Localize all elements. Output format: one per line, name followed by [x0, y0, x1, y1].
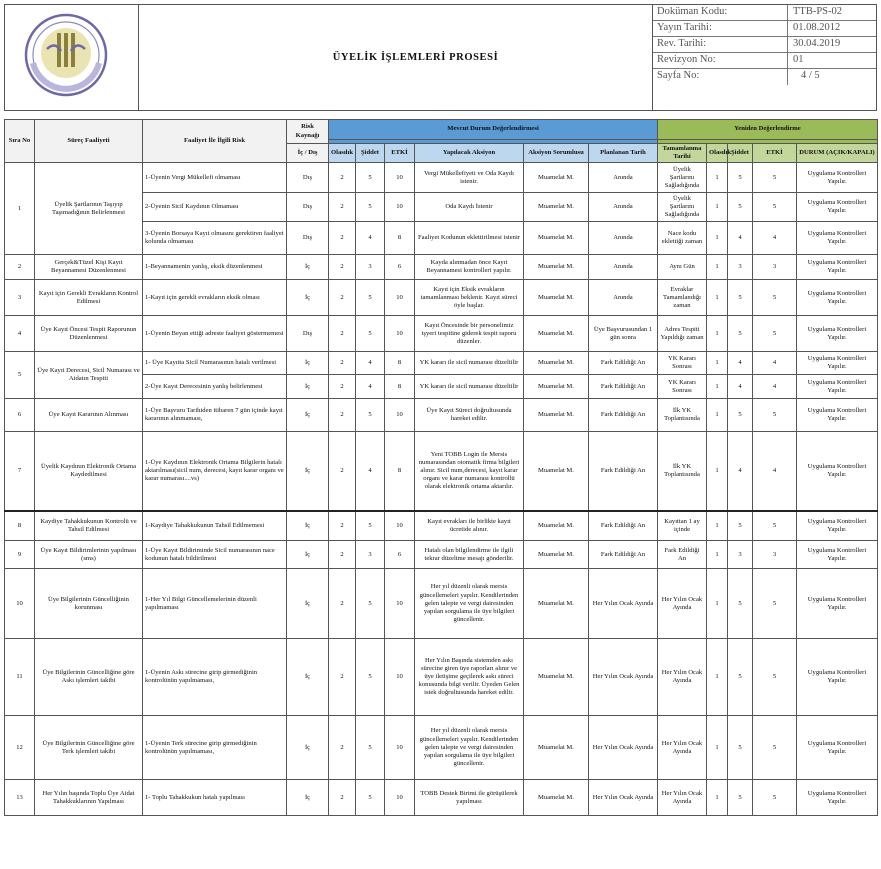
col-ic-dis: İç / Dış	[287, 144, 329, 163]
olasilik-2-value: 1	[707, 716, 728, 780]
status-text: Uygulama Kontrolleri Yapılır.	[797, 639, 878, 716]
risk-source: İç	[287, 511, 329, 541]
siddet-2-value: 5	[728, 780, 753, 816]
siddet-value: 5	[356, 316, 385, 352]
siddet-value: 3	[356, 255, 385, 280]
completion-text: İlk YK Toplantısında	[658, 399, 707, 432]
olasilik-2-value: 1	[707, 316, 728, 352]
action-text: YK kararı ile sicil numarası düzeltilir	[415, 352, 524, 375]
risk-text: 2-Üye Kayıt Derecesinin yanlış belirlenmesi	[143, 375, 287, 399]
action-text: Kayda alınmadan önce Kayıt Beyannamesi kontrolleri yapılır.	[415, 255, 524, 280]
completion-text: Her Yılın Ocak Ayında	[658, 716, 707, 780]
planned-date-text: Fark Edildiği An	[589, 352, 658, 375]
col-siddet: Şiddet	[356, 144, 385, 163]
status-text: Uygulama Kontrolleri Yapılır.	[797, 511, 878, 541]
planned-date-text: Fark Edildiği An	[589, 432, 658, 511]
risk-source: İç	[287, 569, 329, 639]
meta-label: Sayfa No:	[657, 70, 700, 81]
etki-2-value: 4	[753, 352, 797, 375]
olasilik-value: 2	[329, 193, 356, 222]
siddet-2-value: 5	[728, 193, 753, 222]
siddet-value: 5	[356, 280, 385, 316]
action-text: Kayıt Öncesinde bir personelimiz işyeri tespitine giderek tespit raporu düzenler.	[415, 316, 524, 352]
siddet-value: 3	[356, 541, 385, 569]
etki-value: 6	[385, 541, 415, 569]
meta-value: TTB-PS-02	[793, 6, 843, 17]
etki-2-value: 5	[753, 716, 797, 780]
olasilik-2-value: 1	[707, 255, 728, 280]
group-yeniden: Yeniden Değerlendirme	[658, 120, 878, 140]
siddet-value: 5	[356, 569, 385, 639]
completion-text: Evraklar Tamamlandığı zaman	[658, 280, 707, 316]
completion-text: YK Kararı Sonrası	[658, 375, 707, 399]
col-faaliyet: Faaliyet İle İlgili Risk	[143, 120, 287, 163]
olasilik-2-value: 1	[707, 352, 728, 375]
etki-value: 10	[385, 193, 415, 222]
action-text: Oda Kaydı İstenir	[415, 193, 524, 222]
etki-value: 8	[385, 432, 415, 511]
siddet-2-value: 4	[728, 375, 753, 399]
olasilik-value: 2	[329, 541, 356, 569]
col-plan: Planlanan Tarih	[589, 144, 658, 163]
risk-source: İç	[287, 255, 329, 280]
planned-date-text: Her Yılın Ocak Ayında	[589, 780, 658, 816]
olasilik-value: 2	[329, 639, 356, 716]
document-meta	[653, 5, 876, 110]
col-tamamlanma: Tamamlanma Tarihi	[658, 144, 707, 163]
action-text: YK kararı ile sicil numarası düzeltilir	[415, 375, 524, 399]
olasilik-2-value: 1	[707, 432, 728, 511]
table-row	[5, 316, 878, 352]
olasilik-2-value: 1	[707, 280, 728, 316]
completion-text: Her Yılın Ocak Ayında	[658, 639, 707, 716]
etki-2-value: 5	[753, 316, 797, 352]
etki-2-value: 4	[753, 375, 797, 399]
risk-text: 1-Üyenin Terk sürecine girip girmediğinin kontrolünün yapılmaması,	[143, 716, 287, 780]
row-number: 2	[5, 255, 35, 280]
risk-text: 1-Kaydiye Tahakkukunun Tahsil Edilmemesi	[143, 511, 287, 541]
process-activity: Kaydiye Tahakkukunun Kontrolü ve Tahsil Edilmesi	[35, 511, 143, 541]
etki-2-value: 5	[753, 399, 797, 432]
process-activity: Üyelik Şartlarının Taşıyıp Taşımadığının Belirlenmesi	[35, 163, 143, 255]
etki-value: 8	[385, 375, 415, 399]
olasilik-2-value: 1	[707, 193, 728, 222]
row-number: 9	[5, 541, 35, 569]
olasilik-value: 2	[329, 255, 356, 280]
siddet-2-value: 5	[728, 399, 753, 432]
status-text: Uygulama Kontrolleri Yapılır.	[797, 316, 878, 352]
planned-date-text: Fark Edildiği An	[589, 375, 658, 399]
olasilik-2-value: 1	[707, 639, 728, 716]
olasilik-value: 2	[329, 511, 356, 541]
etki-value: 10	[385, 511, 415, 541]
meta-row	[653, 37, 876, 53]
completion-text: İlk YK Toplantısında	[658, 432, 707, 511]
row-number: 11	[5, 639, 35, 716]
meta-label: Rev. Tarihi:	[657, 38, 707, 49]
row-number: 4	[5, 316, 35, 352]
status-text: Uygulama Kontrolleri Yapılır.	[797, 399, 878, 432]
siddet-value: 5	[356, 639, 385, 716]
completion-text: Üyelik Şartlarını Sağladığında	[658, 163, 707, 193]
responsible-text: Muamelat M.	[524, 375, 589, 399]
table-row	[5, 163, 878, 193]
risk-source: Dış	[287, 222, 329, 255]
risk-table	[4, 119, 878, 816]
olasilik-2-value: 1	[707, 511, 728, 541]
status-text: Uygulama Kontrolleri Yapılır.	[797, 541, 878, 569]
planned-date-text: Anında	[589, 280, 658, 316]
olasilik-2-value: 1	[707, 780, 728, 816]
row-number: 12	[5, 716, 35, 780]
risk-source: İç	[287, 399, 329, 432]
status-text: Uygulama Kontrolleri Yapılır.	[797, 432, 878, 511]
table-row	[5, 352, 878, 375]
siddet-value: 4	[356, 375, 385, 399]
meta-value: 01	[793, 54, 804, 65]
status-text: Uygulama Kontrolleri Yapılır.	[797, 716, 878, 780]
process-activity: Üye Kayıt Derecesi, Sicil Numarası ve Aidatın Tespiti	[35, 352, 143, 399]
document-header	[4, 4, 877, 111]
responsible-text: Muamelat M.	[524, 541, 589, 569]
risk-text: 1-Üyenin Askı sürecine girip girmediğinin kontrolünün yapılmaması,	[143, 639, 287, 716]
status-text: Uygulama Kontrolleri Yapılır.	[797, 280, 878, 316]
etki-value: 10	[385, 569, 415, 639]
etki-2-value: 5	[753, 511, 797, 541]
status-text: Uygulama Kontrolleri Yapılır.	[797, 163, 878, 193]
olasilik-2-value: 1	[707, 541, 728, 569]
risk-text: 1-Üye Kayıt Bildiriminde Sicil numarasının nace kodunun hatalı bildirilmesi	[143, 541, 287, 569]
siddet-2-value: 5	[728, 280, 753, 316]
risk-text: 1-Beyannamenin yanlış, eksik düzenlenmesi	[143, 255, 287, 280]
etki-value: 10	[385, 163, 415, 193]
etki-2-value: 5	[753, 280, 797, 316]
olasilik-2-value: 1	[707, 375, 728, 399]
completion-text: Nace kodu eklettiği zaman	[658, 222, 707, 255]
olasilik-2-value: 1	[707, 163, 728, 193]
process-activity: Üye Kayıt Kararının Alınması	[35, 399, 143, 432]
olasilik-2-value: 1	[707, 569, 728, 639]
completion-text: Aynı Gün	[658, 255, 707, 280]
etki-value: 10	[385, 780, 415, 816]
status-text: Uygulama Kontrolleri Yapılır.	[797, 193, 878, 222]
etki-value: 8	[385, 352, 415, 375]
siddet-2-value: 5	[728, 163, 753, 193]
action-text: Kayıt evrakları ile birlikte kayıt ücretide alınır.	[415, 511, 524, 541]
olasilik-value: 2	[329, 432, 356, 511]
row-number: 3	[5, 280, 35, 316]
meta-label: Doküman Kodu:	[657, 6, 728, 17]
meta-value: 4 / 5	[801, 70, 820, 81]
completion-text: Adres Tespiti Yapıldığı zaman	[658, 316, 707, 352]
etki-2-value: 5	[753, 163, 797, 193]
siddet-2-value: 5	[728, 511, 753, 541]
etki-2-value: 3	[753, 255, 797, 280]
siddet-value: 5	[356, 780, 385, 816]
olasilik-value: 2	[329, 716, 356, 780]
olasilik-value: 2	[329, 163, 356, 193]
row-number: 6	[5, 399, 35, 432]
risk-text: 1- Üye Kayıtta Sicil Numarasının hatalı verilmesi	[143, 352, 287, 375]
responsible-text: Muamelat M.	[524, 222, 589, 255]
process-activity: Üyelik Kaydının Elektronik Ortama Kaydedilmesi	[35, 432, 143, 511]
col-sorumlu: Aksiyon Sorumlusu	[524, 144, 589, 163]
meta-row	[653, 5, 876, 21]
status-text: Uygulama Kontrolleri Yapılır.	[797, 569, 878, 639]
table-row	[5, 569, 878, 639]
risk-source: İç	[287, 639, 329, 716]
col-risk-kaynagi: Risk Kaynağı	[287, 120, 329, 144]
siddet-value: 5	[356, 511, 385, 541]
completion-text: Her Yılın Ocak Ayında	[658, 780, 707, 816]
action-text: Her yıl düzenli olarak mersis güncellemeleri yapılır. Kendilerinden gelen talepte ve vergi dairesinden yapılan sorgulama ile üye bilgileri güncellenir.	[415, 569, 524, 639]
risk-source: Dış	[287, 316, 329, 352]
action-text: Her yıl düzenli olarak mersis güncellemeleri yapılır. Kendilerinden gelen talepte ve vergi dairesinden yapılan sorgulama ile üye bilgileri güncellenir.	[415, 716, 524, 780]
col-aksiyon: Yapılacak Aksiyon	[415, 144, 524, 163]
table-row	[5, 639, 878, 716]
risk-text: 1-Kayıt için gerekli evrakların eksik olması	[143, 280, 287, 316]
process-activity: Üye Kayıt Öncesi Tespit Raporunun Düzenlenmesi	[35, 316, 143, 352]
responsible-text: Muamelat M.	[524, 780, 589, 816]
siddet-value: 5	[356, 399, 385, 432]
siddet-value: 4	[356, 222, 385, 255]
etki-2-value: 4	[753, 222, 797, 255]
process-activity: Üye Bilgilerinin Güncelliğine göre Terk işlemleri takibi	[35, 716, 143, 780]
meta-value: 30.04.2019	[793, 38, 841, 49]
planned-date-text: Her Yılın Ocak Ayında	[589, 639, 658, 716]
meta-row	[653, 21, 876, 37]
risk-text: 2-Üyenin Sicil Kaydının Olmaması	[143, 193, 287, 222]
completion-text: YK Kararı Sonrası	[658, 352, 707, 375]
status-text: Uygulama Kontrolleri Yapılır.	[797, 222, 878, 255]
olasilik-value: 2	[329, 352, 356, 375]
table-row	[5, 280, 878, 316]
etki-value: 8	[385, 222, 415, 255]
risk-table-body	[5, 163, 878, 816]
etki-value: 10	[385, 316, 415, 352]
risk-source: İç	[287, 280, 329, 316]
completion-text: Her Yılın Ocak Ayında	[658, 569, 707, 639]
row-number: 10	[5, 569, 35, 639]
table-row	[5, 399, 878, 432]
action-text: Faaliyet Kodunun eklettirilmesi istenir	[415, 222, 524, 255]
planned-date-text: Anında	[589, 193, 658, 222]
risk-source: İç	[287, 432, 329, 511]
completion-text: Kayıttan 1 ay içinde	[658, 511, 707, 541]
planned-date-text: Her Yılın Ocak Ayında	[589, 569, 658, 639]
siddet-2-value: 4	[728, 352, 753, 375]
risk-source: İç	[287, 780, 329, 816]
olasilik-value: 2	[329, 399, 356, 432]
process-activity: Üye Kayıt Bildirimlerinin yapılması (sms)	[35, 541, 143, 569]
siddet-value: 4	[356, 352, 385, 375]
responsible-text: Muamelat M.	[524, 639, 589, 716]
risk-source: İç	[287, 541, 329, 569]
meta-row	[653, 69, 876, 85]
etki-2-value: 5	[753, 569, 797, 639]
planned-date-text: Anında	[589, 222, 658, 255]
col-surec: Süreç Faaliyeti	[35, 120, 143, 163]
status-text: Uygulama Kontrolleri Yapılır.	[797, 255, 878, 280]
col-etki: ETKİ	[385, 144, 415, 163]
responsible-text: Muamelat M.	[524, 280, 589, 316]
planned-date-text: Üye Başvurusundan 1 gün sonra	[589, 316, 658, 352]
olasilik-value: 2	[329, 780, 356, 816]
olasilik-value: 2	[329, 316, 356, 352]
etki-value: 6	[385, 255, 415, 280]
planned-date-text: Anında	[589, 163, 658, 193]
borsa-logo	[5, 5, 139, 110]
siddet-2-value: 3	[728, 541, 753, 569]
responsible-text: Muamelat M.	[524, 569, 589, 639]
col-olasilik-2: Olasılık	[707, 144, 728, 163]
col-sira: Sıra No	[5, 120, 35, 163]
meta-label: Yayın Tarihi:	[657, 22, 712, 33]
document-title: ÜYELİK İŞLEMLERİ PROSESİ	[139, 5, 653, 110]
risk-source: Dış	[287, 163, 329, 193]
action-text: TOBB Destek Birimi ile görüşülerek yapılması	[415, 780, 524, 816]
etki-2-value: 5	[753, 639, 797, 716]
olasilik-value: 2	[329, 280, 356, 316]
risk-text: 1- Toplu Tahakkukun hatalı yapılması	[143, 780, 287, 816]
action-text: Hatalı olan bilgilendirme ile ilgili tekrar düzeltme mesajı gönderilir.	[415, 541, 524, 569]
group-mevcut: Mevcut Durum Değerlendirmesi	[329, 120, 658, 140]
col-durum: DURUM (AÇIK/KAPALI)	[797, 144, 878, 163]
responsible-text: Muamelat M.	[524, 352, 589, 375]
process-activity: Her Yılın başında Toplu Üye Aidat Tahakkuklarının Yapılması	[35, 780, 143, 816]
row-number: 7	[5, 432, 35, 511]
etki-2-value: 5	[753, 193, 797, 222]
status-text: Uygulama Kontrolleri Yapılır.	[797, 375, 878, 399]
etki-value: 10	[385, 399, 415, 432]
risk-text: 3-Üyenin Borsaya Kayıt olmasını gerektiren faaliyet kolunda olmaması	[143, 222, 287, 255]
etki-2-value: 5	[753, 780, 797, 816]
etki-value: 10	[385, 639, 415, 716]
col-siddet-2: Şiddet	[728, 144, 753, 163]
siddet-2-value: 5	[728, 639, 753, 716]
siddet-2-value: 4	[728, 222, 753, 255]
col-etki-2: ETKİ	[753, 144, 797, 163]
risk-text: 1-Üyenin Beyan ettiği adreste faaliyet göstermemesi	[143, 316, 287, 352]
responsible-text: Muamelat M.	[524, 716, 589, 780]
table-row	[5, 716, 878, 780]
col-olasilik: Olasılık	[329, 144, 356, 163]
risk-source: Dış	[287, 193, 329, 222]
siddet-2-value: 3	[728, 255, 753, 280]
row-number: 8	[5, 511, 35, 541]
status-text: Uygulama Kontrolleri Yapılır.	[797, 780, 878, 816]
olasilik-2-value: 1	[707, 399, 728, 432]
siddet-value: 4	[356, 432, 385, 511]
table-row	[5, 432, 878, 511]
meta-label: Revizyon No:	[657, 54, 716, 65]
risk-text: 1-Üye Başvuru Tarihiden itibaren 7 gün içinde kayıt kararının alınmaması,	[143, 399, 287, 432]
planned-date-text: Anında	[589, 255, 658, 280]
risk-text: 1-Üye Kaydının Elektronik Ortama Bilgilerin hatalı aktarılması(sicil num, derecesi, kayıt karar organı ve karar numarası....vs)	[143, 432, 287, 511]
responsible-text: Muamelat M.	[524, 193, 589, 222]
responsible-text: Muamelat M.	[524, 255, 589, 280]
olasilik-value: 2	[329, 375, 356, 399]
risk-source: İç	[287, 375, 329, 399]
row-number: 5	[5, 352, 35, 399]
etki-2-value: 3	[753, 541, 797, 569]
risk-text: 1-Her Yıl Bilgi Güncellemelerinin düzenli yapılmaması	[143, 569, 287, 639]
meta-value: 01.08.2012	[793, 22, 841, 33]
etki-value: 10	[385, 280, 415, 316]
responsible-text: Muamelat M.	[524, 163, 589, 193]
completion-text: Fark Edildiği An	[658, 541, 707, 569]
process-activity: Üye Bilgilerinin Güncelliğinin korunması	[35, 569, 143, 639]
siddet-value: 5	[356, 163, 385, 193]
olasilik-value: 2	[329, 569, 356, 639]
action-text: Yeni TOBB Login ile Mersis numarasından otomatik firma bilgileri alınır. Sicil num,derecesi, kayıt karar organı ve karar numarası kontrollü olarak elektronik ortama aktarılır.	[415, 432, 524, 511]
status-text: Uygulama Kontrolleri Yapılır.	[797, 352, 878, 375]
meta-row	[653, 53, 876, 69]
table-row	[5, 511, 878, 541]
row-number: 1	[5, 163, 35, 255]
siddet-2-value: 4	[728, 432, 753, 511]
siddet-2-value: 5	[728, 716, 753, 780]
table-row	[5, 780, 878, 816]
planned-date-text: Fark Edildiği An	[589, 511, 658, 541]
risk-source: İç	[287, 716, 329, 780]
action-text: Kayıt için Eksik evrakların tamamlanması beklenir. Kayıt süreci öyle başlar.	[415, 280, 524, 316]
responsible-text: Muamelat M.	[524, 399, 589, 432]
etki-value: 10	[385, 716, 415, 780]
responsible-text: Muamelat M.	[524, 316, 589, 352]
planned-date-text: Fark Edildiği An	[589, 399, 658, 432]
process-activity: Kayıt için Gerekli Evrakların Kontrol Edilmesi	[35, 280, 143, 316]
action-text: Vergi Mükellefiyeti ve Oda Kaydı istenir.	[415, 163, 524, 193]
siddet-2-value: 5	[728, 569, 753, 639]
row-number: 13	[5, 780, 35, 816]
siddet-value: 5	[356, 193, 385, 222]
siddet-value: 5	[356, 716, 385, 780]
siddet-2-value: 5	[728, 316, 753, 352]
responsible-text: Muamelat M.	[524, 432, 589, 511]
risk-text: 1-Üyenin Vergi Mükellefi olmaması	[143, 163, 287, 193]
planned-date-text: Fark Edildiği An	[589, 541, 658, 569]
action-text: Üye Kayıt Süreci doğrultusunda hareket edilir.	[415, 399, 524, 432]
risk-source: İç	[287, 352, 329, 375]
olasilik-2-value: 1	[707, 222, 728, 255]
olasilik-value: 2	[329, 222, 356, 255]
completion-text: Üyelik Şartlarını Sağladığında	[658, 193, 707, 222]
process-activity: Üye Bilgilerinin Güncelliğine göre Askı işlemleri takibi	[35, 639, 143, 716]
process-activity: Gerçek&Tüzel Kişi Kayıt Beyannamesi Düzenlenmesi	[35, 255, 143, 280]
table-row	[5, 255, 878, 280]
table-row	[5, 541, 878, 569]
action-text: Her Yılın Başında sistemden askı sürecine giren üye raporları alınır ve üye iletişime geçilerek askı süreci konusunda bilgi verilir. Üyeden Gelen istek doğrultusunda hareket edilir.	[415, 639, 524, 716]
etki-2-value: 4	[753, 432, 797, 511]
planned-date-text: Her Yılın Ocak Ayında	[589, 716, 658, 780]
responsible-text: Muamelat M.	[524, 511, 589, 541]
logo-cell	[5, 5, 139, 110]
